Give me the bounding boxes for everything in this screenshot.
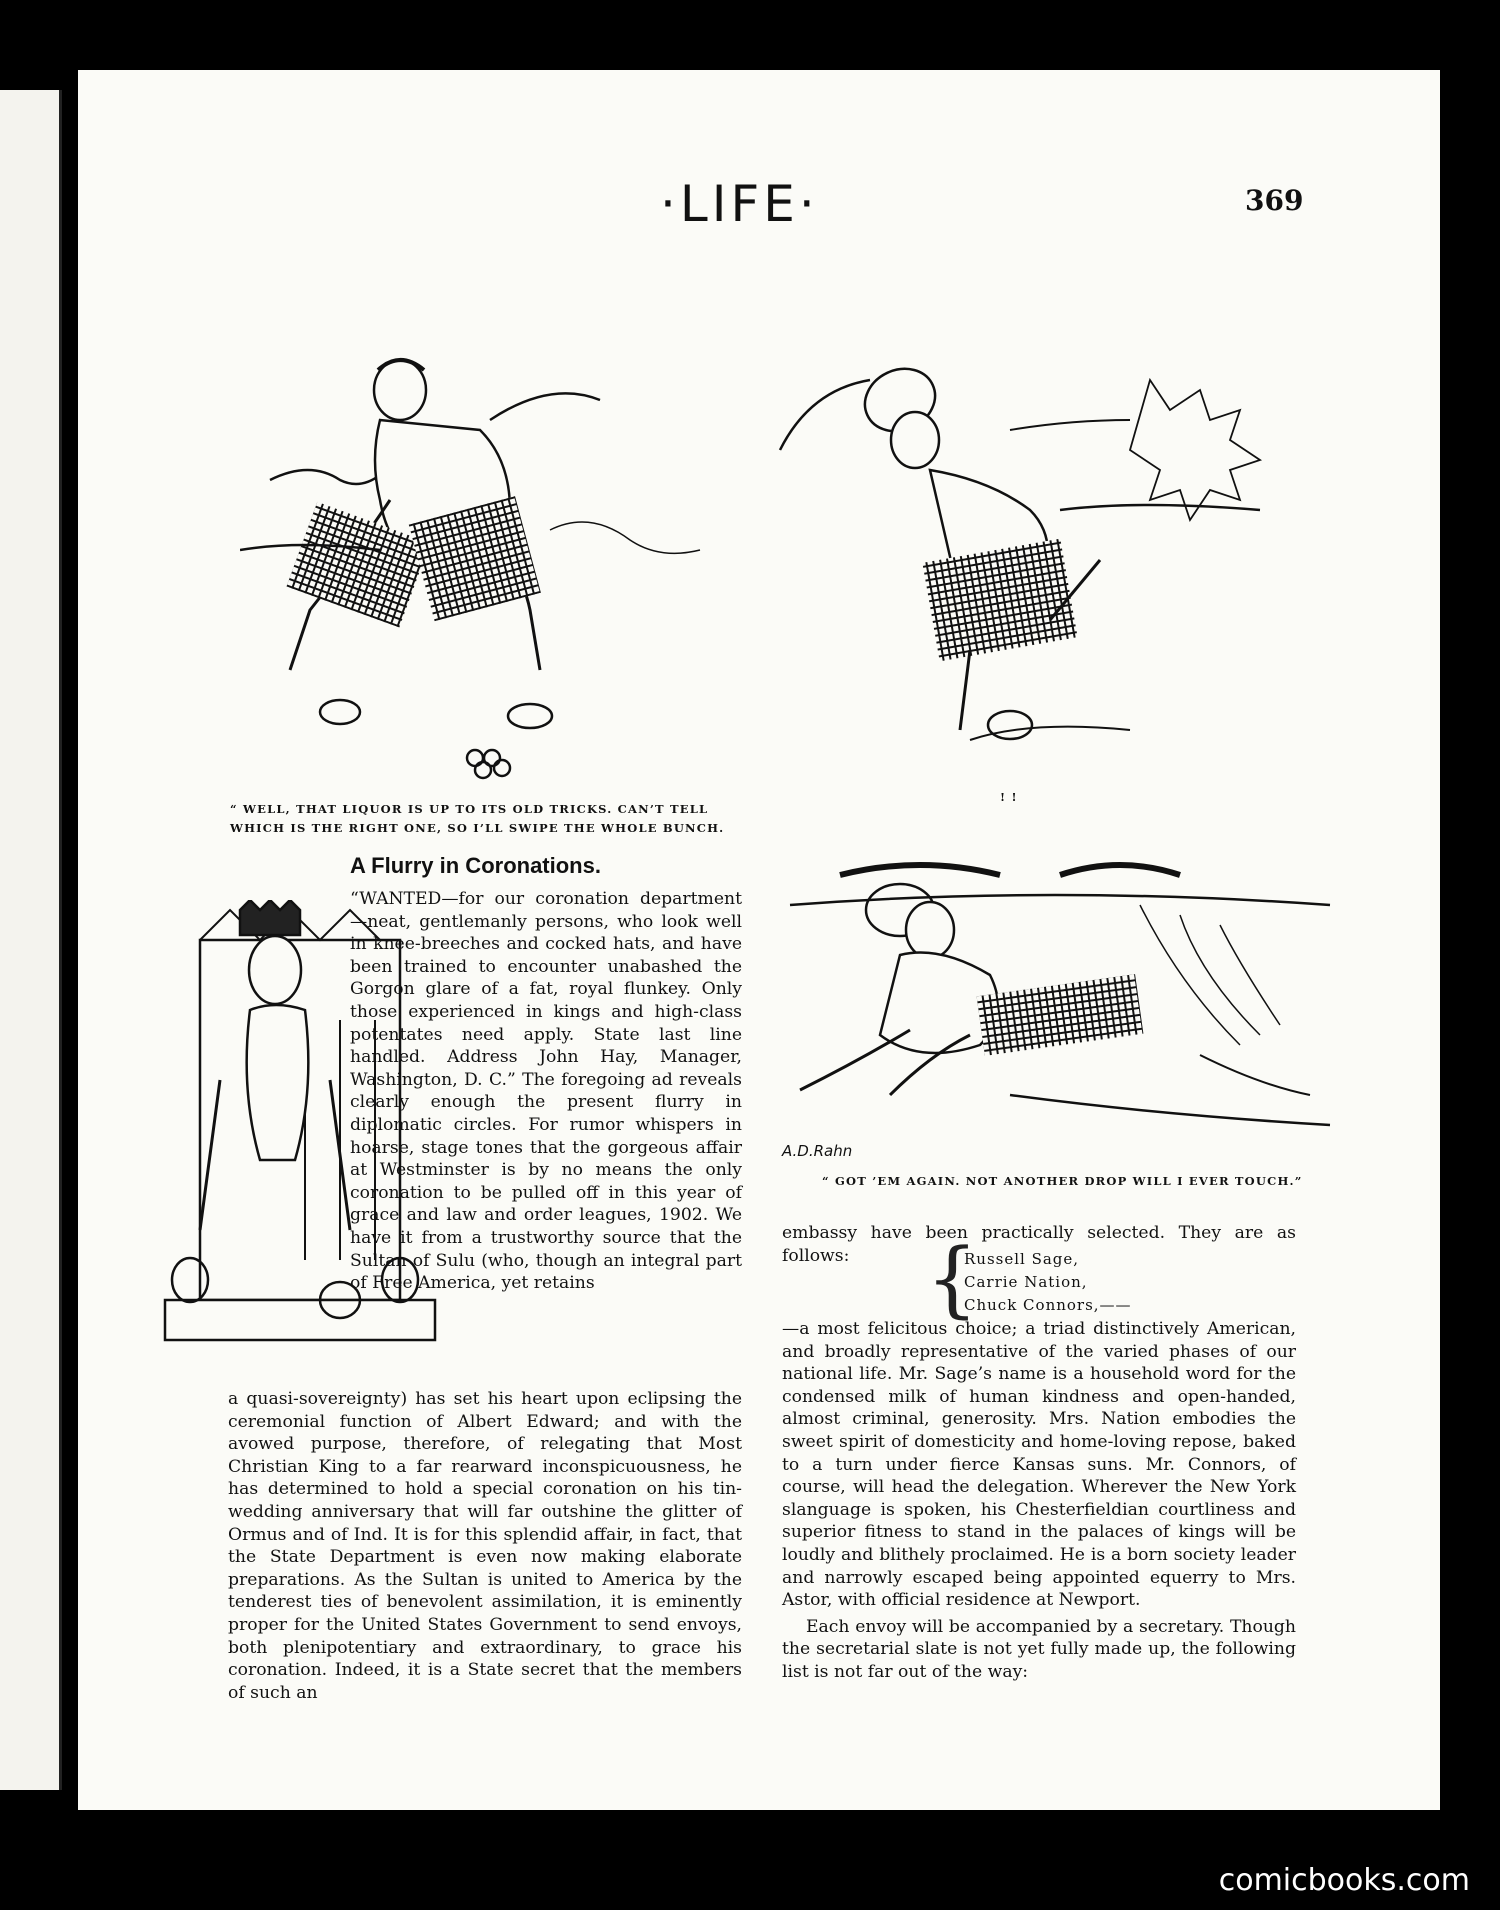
- watermark-text: comicbooks.com: [1218, 1863, 1470, 1898]
- adjacent-page-edge: [0, 90, 62, 1790]
- cartoon2-caption: ! !: [1000, 790, 1018, 804]
- envoy-brace: {: [926, 1232, 979, 1327]
- article-left-column-wrap: [350, 888, 742, 1295]
- cartoon-golfer-fallen: [780, 855, 1340, 1145]
- cartoon-golfer-swinging: [240, 340, 720, 780]
- article-right-body: [782, 1318, 1296, 1684]
- envoy-list: [964, 1248, 1132, 1317]
- cartoon3-caption: “ GOT ’EM AGAIN. NOT ANOTHER DROP WILL I EVER TOUCH.”: [822, 1174, 1303, 1188]
- article-paragraph-2: a quasi-sovereignty) has set his heart upon eclipsing the ceremonial function of Albert Edward; and with the avowed purpose, therefore, of relegating that Most Christian King to a far rearward inconspicuousness, he has determined to hold a special coronation on his tin-wedding anniversary that will far outshine the glitter of Ormus and of Ind. It is for this splendid affair, in fact, that the State Department is even now making elaborate preparations. As the Sultan is united to America by the tenderest ties of benevolent assimilation, it is eminently proper for the United States Government to send envoys, both plenipotentiary and extraordinary, to grace his coronation. Indeed, it is a State secret that the members of such an: [228, 1389, 742, 1703]
- article-right-intro: embassy have been practically selected. They are as follows:: [782, 1223, 1296, 1266]
- cartoon-golfer-explosion: [770, 320, 1290, 780]
- artist-signature: A.D.Rahn: [782, 1142, 853, 1160]
- cartoon1-caption: “ WELL, THAT LIQUOR IS UP TO ITS OLD TRICKS. CAN’T TELL WHICH IS THE RIGHT ONE, SO I’LL SWIPE THE WHOLE BUNCH.: [230, 802, 725, 835]
- article-paragraph-1: “WANTED—for our coronation department—neat, gentlemanly persons, who look well in knee-breeches and cocked hats, and have been trained to encounter unabashed the Gorgon glare of a fat, royal flunkey. Only those experienced in kings and high-class potentates need apply. State last line handled. Address John Hay, Manager, Washington, D. C.” The foregoing ad reveals clearly enough the present flurry in diplomatic circles. For rumor whispers in hoarse, stage tones that the gorgeous affair at Westminster is by no means the only coronation to be pulled off in this year of grace and law and order leagues, 1902. We have it from a trustworthy source that the Sultan of Sulu (who, though an integral part of Free America, yet retains: [350, 889, 742, 1294]
- article-headline: A Flurry in Coronations.: [350, 853, 601, 878]
- article-paragraph-3: —a most felicitous choice; a triad distinctively American, and broadly representative of the varied phases of our national life. Mr. Sage’s name is a household word for the condensed milk of human kindness and open-handed, almost criminal, generosity. Mrs. Nation embodies the sweet spirit of domesticity and home-loving repose, baked to a turn under fierce Kansas suns. Mr. Connors, of course, will head the delegation. Wherever the New York slanguage is spoken, his Chesterfieldian courtliness and superior fitness to stand in the palaces of kings will be loudly and blithely proclaimed. He is a born society leader and narrowly escaped being appointed equerry to Mrs. Astor, with official residence at Newport.: [782, 1319, 1296, 1611]
- envoy-name: Chuck Connors,——: [964, 1296, 1132, 1314]
- envoy-name: Carrie Nation,: [964, 1273, 1088, 1291]
- article-paragraph-4: Each envoy will be accompanied by a secretary. Though the secretarial slate is not yet fully made up, the following list is not far out of the way:: [782, 1616, 1296, 1682]
- envoy-name: Russell Sage,: [964, 1250, 1080, 1268]
- article-left-column-full: [228, 1388, 742, 1704]
- masthead: ·LIFE·: [660, 175, 819, 233]
- page-number: 369: [1245, 184, 1304, 217]
